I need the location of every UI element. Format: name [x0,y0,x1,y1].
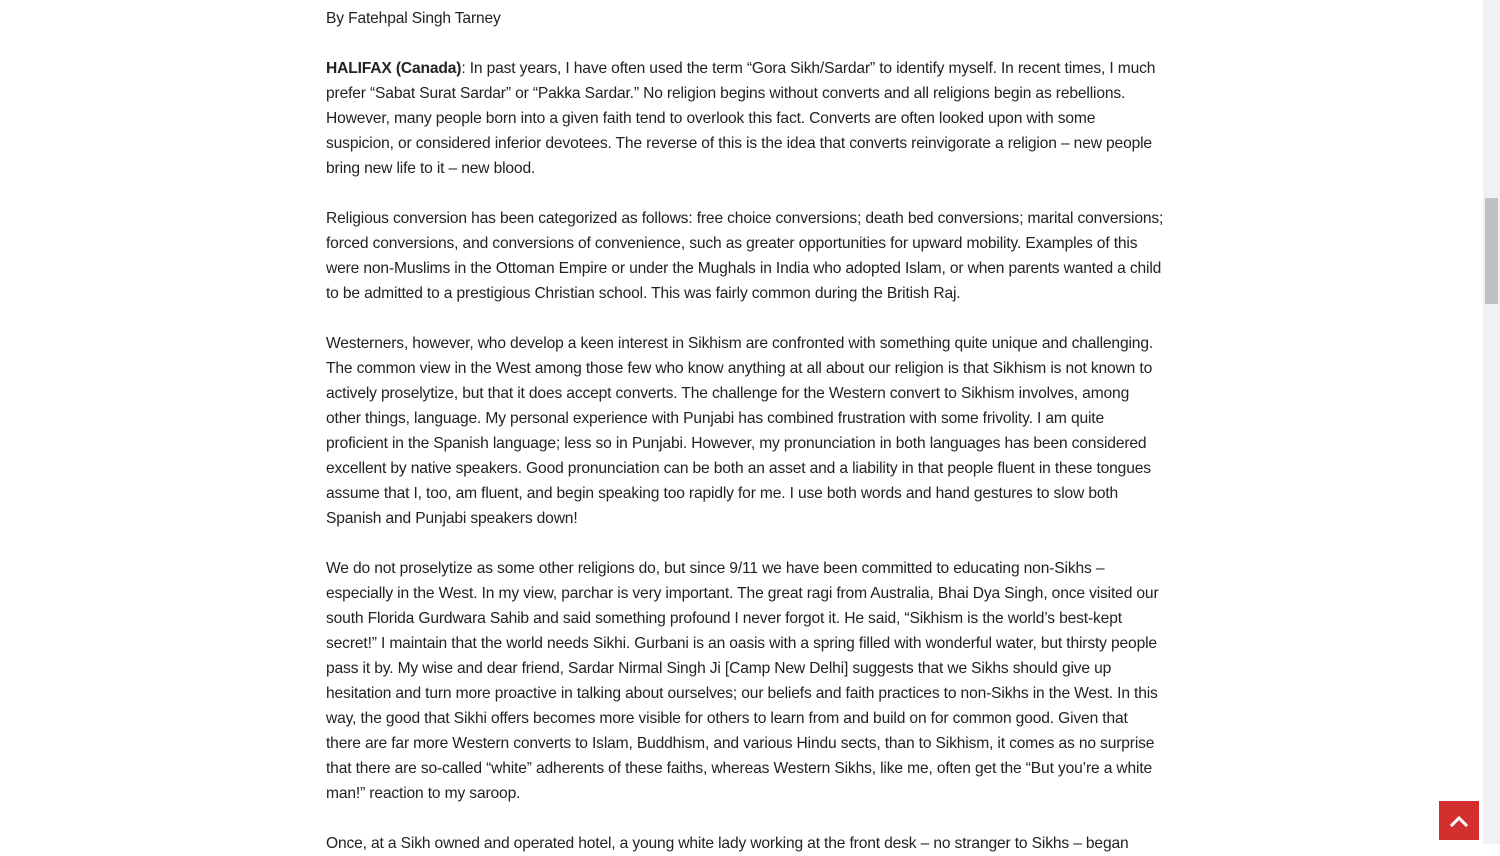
article-paragraph-1-text: : In past years, I have often used the term “Gora Sikh/Sardar” to identify myself. In recent times, I much prefer “Sabat Surat Sardar” or “Pakka Sardar.” No religion begins without converts and all religions begin as rebellions. However, many people born into a given faith tend to overlook this fact. Converts are often looked upon with some suspicion, or considered inferior devotees. The reverse of this is the idea that converts reinvigorate a religion – new people bring new life to it – new blood. [326,60,1156,177]
article-byline: By Fatehpal Singh Tarney [326,10,501,27]
article-paragraph-4: We do not proselytize as some other religions do, but since 9/11 we have been committed to educating non-Sikhs – especially in the West. In my view, parchar is very important. The great ragi from Australia, Bhai Dya Singh, once visited our south Florida Gurdwara Sahib and said something profound I never forgot it. He said, “Sikhism is the world’s best-kept secret!” I maintain that the world needs Sikhi. Gurbani is an oasis with a spring filled with wonderful water, but thirsty people pass it by. My wise and dear friend, Sardar Nirmal Singh Ji [Camp New Delhi] suggests that we Sikhs should give up hesitation and turn more proactive in talking about ourselves; our beliefs and faith practices to non-Sikhs in the West. In this way, the good that Sikhi offers becomes more visible for others to learn from and build on for common good. Given that there are far more Western converts to Islam, Buddhism, and various Hindu sects, than to Sikhism, it comes as no surprise that there are so-called “white” adherents of these faiths, whereas Western Sikhs, like me, often get the “But you’re a white man!” reaction to my saroop. [326,560,1159,802]
article-body [326,6,1166,852]
scrollbar-thumb[interactable] [1485,198,1498,304]
back-to-top-button[interactable] [1439,801,1479,840]
page-scrollbar[interactable] [1483,0,1500,844]
article-paragraph-5: Once, at a Sikh owned and operated hotel, a young white lady working at the front desk – no stranger to Sikhs – began [326,835,1129,852]
article-paragraph-1 [326,56,1166,181]
article-paragraph-3: Westerners, however, who develop a keen interest in Sikhism are confronted with something quite unique and challenging. The common view in the West among those few who know anything at all about our religion is that Sikhism is not known to actively proselytize, but that it does accept converts. The challenge for the Western convert to Sikhism involves, among other things, language. My personal experience with Punjabi has combined frustration with some frivolity. I am quite proficient in the Spanish language; less so in Punjabi. However, my pronunciation in both languages has been considered excellent by native speakers. Good pronunciation can be both an asset and a liability in that people fluent in these tongues assume that I, too, am fluent, and begin speaking too rapidly for me. I use both words and hand gestures to slow both Spanish and Punjabi speakers down! [326,335,1154,527]
article-paragraph-2: Religious conversion has been categorized as follows: free choice conversions; death bed conversions; marital conversions; forced conversions, and conversions of convenience, such as greater opportunities for upward mobility. Examples of this were non-Muslims in the Ottoman Empire or under the Mughals in India who adopted Islam, or when parents wanted a child to be admitted to a prestigious Christian school. This was fairly common during the British Raj. [326,210,1164,302]
chevron-up-icon [1450,815,1468,827]
article-dateline: HALIFAX (Canada) [326,60,462,77]
